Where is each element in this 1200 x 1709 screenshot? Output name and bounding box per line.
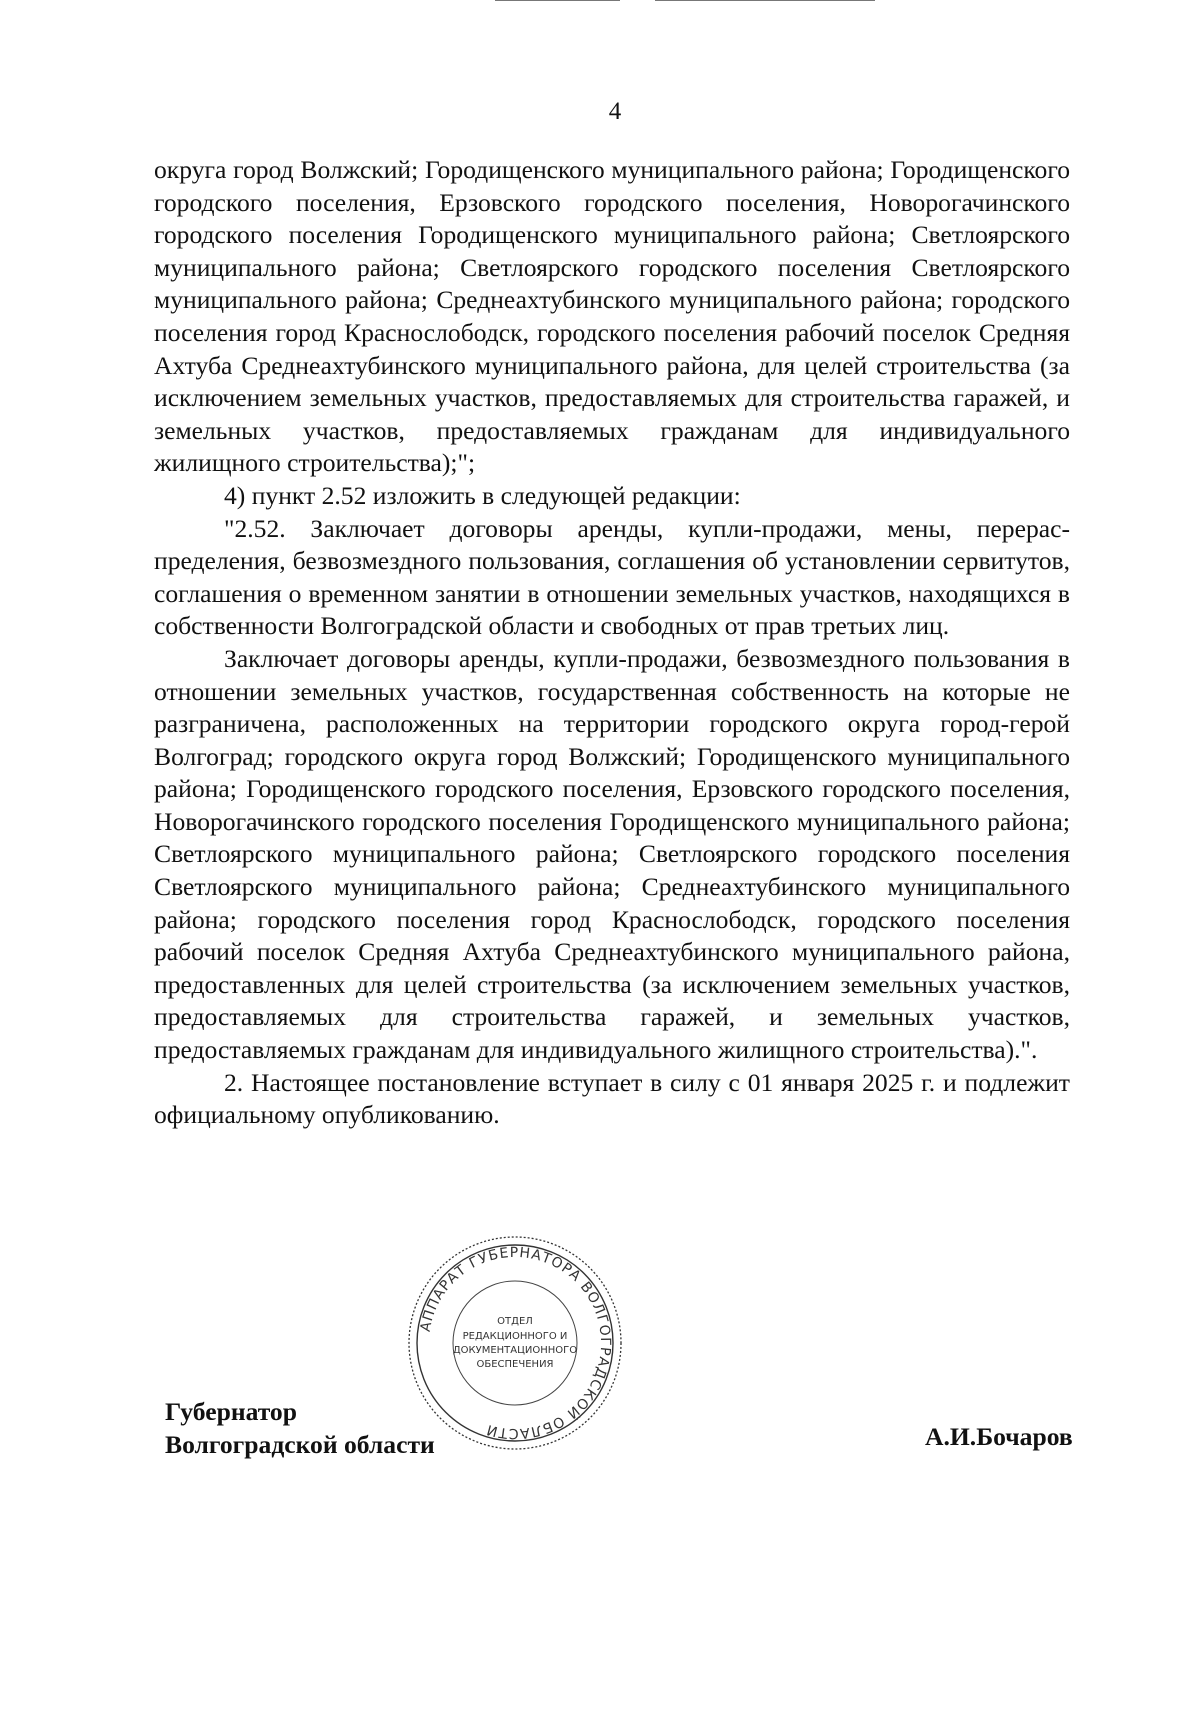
signature-title — [165, 1396, 435, 1461]
signature-title-line1: Губернатор — [165, 1397, 297, 1426]
seal-center-line1: ОТДЕЛ — [497, 1316, 533, 1327]
official-seal — [404, 1232, 626, 1454]
seal-center-line3: ДОКУМЕНТАЦИОННОГО — [452, 1345, 578, 1356]
scan-edge-line — [655, 0, 875, 1]
paragraph-item-2: 2. Настоящее постановление вступает в силу с 01 января 2025 г. и подлежит официальному опубликованию. — [154, 1067, 1070, 1130]
paragraph-continuation: округа город Волжский; Городищенского муниципального района; Городищенского городского поселения, Ерзовского городского поселения, Новорогачинского городского поселения Городищенского муниципального района; Светлоярского муниципального района; Светлоярского городского поселения Светлоярского муниципального района; Среднеахтубинского муниципального района; городского поселения город Краснослободск, городского поселения рабочий поселок Средняя Ахтуба Среднеахтубинского муниципального района, для целей строительства (за исключением земельных участков, предоставляемых для строительства гаражей, и земельных участков, предоставляемых гражданам для индивидуального жилищного строительства);"; — [154, 155, 1070, 478]
document-body — [154, 154, 1070, 1132]
scan-edge-line — [495, 0, 620, 1]
seal-center-line2: РЕДАКЦИОННОГО И — [462, 1331, 568, 1342]
paragraph-clause-2-52: "2.52. Заключает договоры аренды, купли-продажи, мены, перераспределения, безвозмездного пользования, соглашения об установлении сервитутов, соглашения о временном занятии в отношении земельных участков, находящихся в собственности Волгоградской области и свободных от прав третьих лиц. — [154, 513, 1070, 641]
signature-title-line2: Волгоградской области — [165, 1429, 435, 1459]
seal-outer-text: АППАРАТ ГУБЕРНАТОРА ВОЛГОГРАДСКОЙ ОБЛАСТИ — [417, 1244, 614, 1442]
signature-name: А.И.Бочаров — [925, 1422, 1073, 1451]
paragraph-item-4: 4) пункт 2.52 изложить в следующей редакции: — [224, 480, 741, 510]
svg-text:АППАРАТ ГУБЕРНАТОРА ВОЛГОГРАДС — [418, 1245, 613, 1441]
page-number: 4 — [608, 98, 622, 125]
seal-center-line4: ОБЕСПЕЧЕНИЯ — [476, 1359, 554, 1370]
paragraph-clause-2-52-cont: Заключает договоры аренды, купли-продажи, безвозмездного пользования в отношении земельных участков, государственная собственность на которые не разграничена, расположенных на территории городского округа город-герой Волгоград; городского округа город Волжский; Городищенского муниципального района; Городищенского городского поселения, Ерзовского городского поселения, Новорогачинского городского поселения Городищенского муниципального района; Светлоярского муниципального района; Светлоярского городского поселения Светлоярского муниципального района; Среднеахтубинского муниципального района; городского поселения город Краснослободск, городского поселения рабочий поселок Средняя Ахтуба Среднеахтубинского муниципального района, предоставленных для целей строительства (за исключением земельных участков, предоставляемых для строительства гаражей, и земельных участков, предоставляемых гражданам для индивидуального жилищного строительства).". — [154, 643, 1070, 1065]
